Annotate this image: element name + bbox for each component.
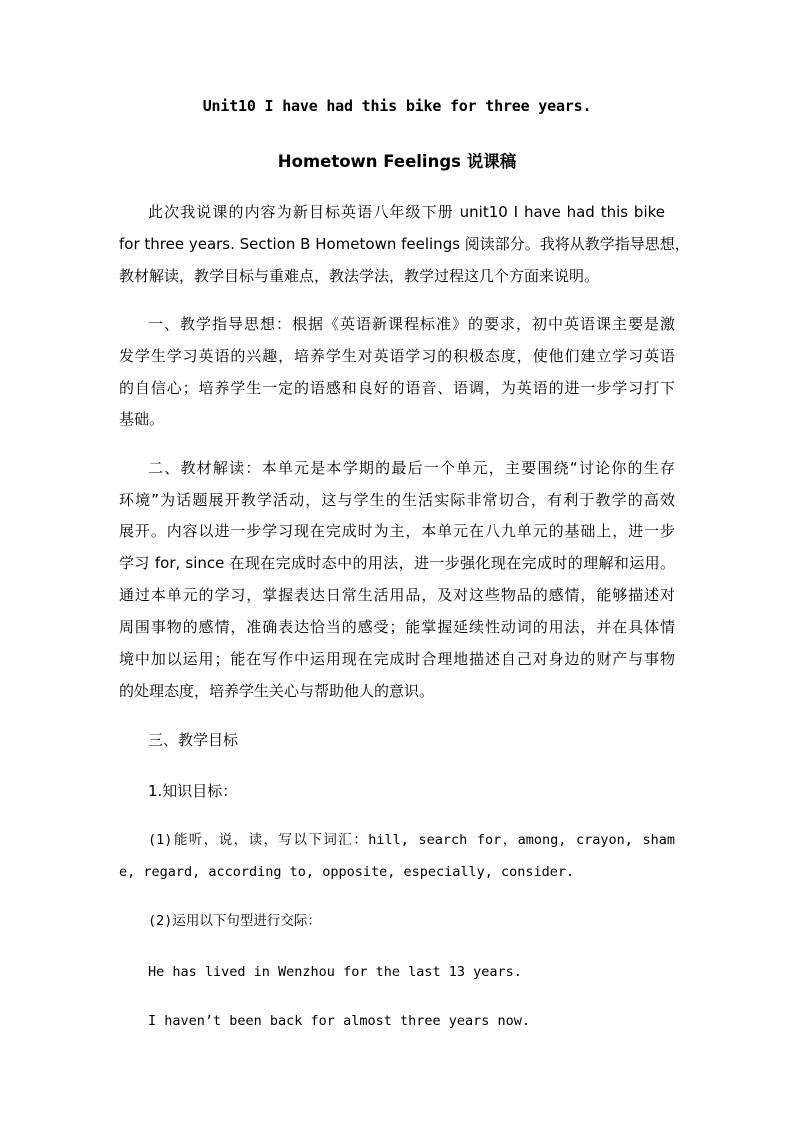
intro-line-1: 此次我说课的内容为新目标英语八年级下册 unit10 I have had this bike: [148, 203, 665, 221]
section2-line-3: 展开。内容以进一步学习现在完成时为主，本单元在八九单元的基础上，进一步: [119, 522, 675, 540]
document-subtitle: Hometown Feelings 说课稿: [277, 152, 517, 171]
section2-line-2: 环境”为话题展开教学活动，这与学生的生活实际非常切合，有利于教学的高效: [119, 491, 675, 509]
section1-line-4: 基础。: [119, 410, 165, 428]
document-title: Unit10 I have had this bike for three years.: [202, 97, 592, 115]
section2-line-5: 通过本单元的学习，掌握表达日常生活用品，及对这些物品的感情，能够描述对: [119, 586, 675, 604]
section2-line-7: 境中加以运用；能在写作中运用现在完成时合理地描述自己对身边的财产与事物: [119, 650, 675, 668]
goal1-item1-line-2: e, regard, according to, opposite, especially, consider.: [119, 864, 575, 880]
goal1-item1-line-1: (1)能听，说，读，写以下词汇：hill, search for，among, crayon, sham: [148, 832, 675, 848]
section3-heading: 三、教学目标: [148, 731, 239, 749]
goal1-heading: 1.知识目标：: [148, 782, 238, 800]
section1-line-1: 一、教学指导思想：根据《英语新课程标准》的要求，初中英语课主要是激: [148, 315, 675, 333]
intro-line-3: 教材解读，教学目标与重难点，教法学法，教学过程这几个方面来说明。: [119, 267, 600, 285]
goal1-item2: (2)运用以下句型进行交际：: [148, 913, 321, 929]
section1-line-2: 发学生学习英语的兴趣，培养学生对英语学习的积极态度，使他们建立学习英语: [119, 347, 675, 365]
section2-line-1: 二、教材解读：本单元是本学期的最后一个单元，主要围绕“讨论你的生存: [148, 459, 675, 477]
section2-line-4: 学习 for, since 在现在完成时态中的用法，进一步强化现在完成时的理解和运用。: [119, 554, 675, 572]
example-sentence-1: He has lived in Wenzhou for the last 13 years.: [148, 964, 522, 980]
intro-line-2: for three years. Section B Hometown feelings 阅读部分。我将从教学指导思想，: [119, 235, 690, 253]
section2-line-8: 的处理态度，培养学生关心与帮助他人的意识。: [119, 682, 435, 700]
section2-line-6: 周围事物的感情，准确表达恰当的感受；能掌握延续性动词的用法，并在具体情: [119, 618, 675, 636]
example-sentence-2: I haven’t been back for almost three years now.: [148, 1013, 531, 1029]
section1-line-3: 的自信心；培养学生一定的语感和良好的语音、语调，为英语的进一步学习打下: [119, 379, 675, 397]
